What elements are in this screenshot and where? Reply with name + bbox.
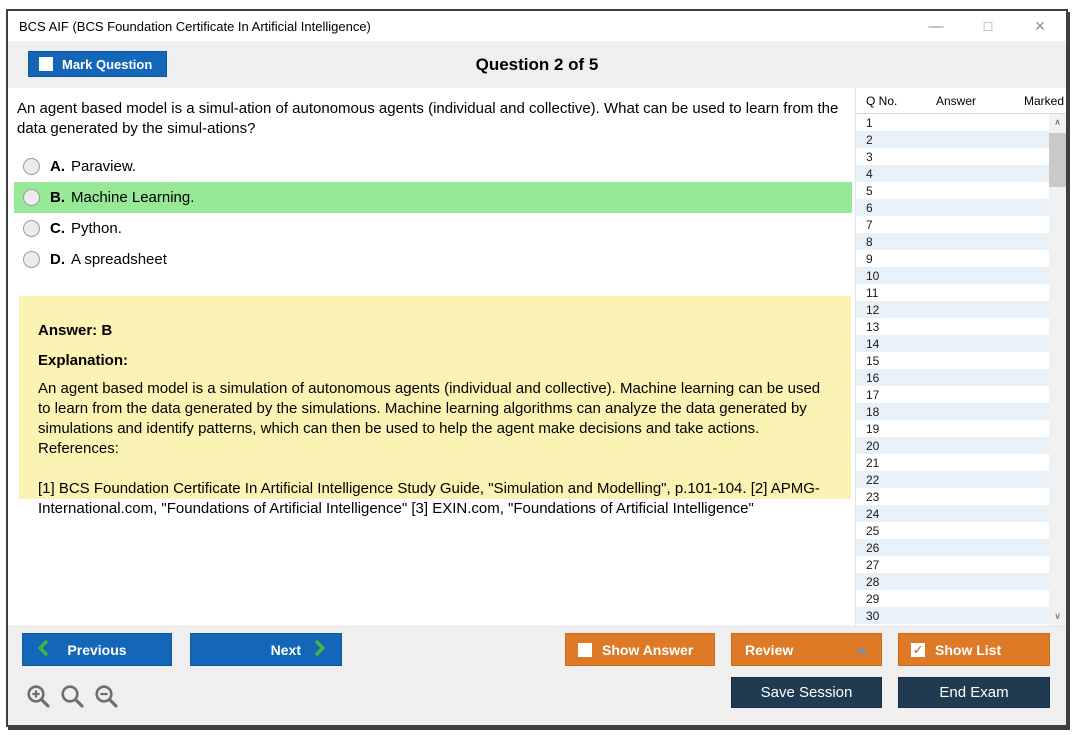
answer-option[interactable] <box>14 213 852 244</box>
radio-button-icon[interactable] <box>23 220 40 237</box>
question-list-row[interactable] <box>856 131 1049 148</box>
question-list-row[interactable] <box>856 607 1049 624</box>
row-qno: 12 <box>866 302 880 317</box>
previous-button[interactable] <box>22 633 172 666</box>
option-letter: D. <box>50 251 65 268</box>
show-answer-button[interactable] <box>565 633 715 666</box>
row-qno: 18 <box>866 404 880 419</box>
header-strip <box>8 41 1066 88</box>
question-list-row[interactable] <box>856 522 1049 539</box>
row-qno: 16 <box>866 370 880 385</box>
row-qno: 11 <box>866 285 879 300</box>
option-letter: A. <box>50 158 65 175</box>
scroll-down-icon[interactable]: ∨ <box>1054 611 1061 621</box>
mark-question-button[interactable] <box>28 51 167 77</box>
row-qno: 21 <box>866 455 880 470</box>
scrollbar-thumb[interactable] <box>1049 133 1066 187</box>
question-panel <box>8 88 855 626</box>
next-label: Next <box>270 641 301 658</box>
bottom-toolbar <box>8 626 1066 725</box>
zoom-out-icon[interactable] <box>93 683 120 710</box>
question-list-row[interactable] <box>856 216 1049 233</box>
question-list-row[interactable] <box>856 437 1049 454</box>
explanation-label: Explanation: <box>38 352 129 369</box>
row-qno: 24 <box>866 506 880 521</box>
column-header-marked: Marked <box>1024 93 1065 108</box>
mark-question-checkbox-icon[interactable] <box>39 57 53 71</box>
title-bar <box>8 11 1066 41</box>
question-list-body <box>856 114 1049 626</box>
show-answer-label: Show Answer <box>602 641 694 658</box>
question-list-header <box>856 88 1066 114</box>
review-label: Review <box>745 641 794 658</box>
show-list-button[interactable] <box>898 633 1050 666</box>
row-qno: 3 <box>866 149 873 164</box>
answer-option[interactable] <box>14 182 852 213</box>
row-qno: 9 <box>866 251 873 266</box>
row-qno: 6 <box>866 200 873 215</box>
answer-option[interactable] <box>14 151 852 182</box>
zoom-in-icon[interactable] <box>25 683 52 710</box>
row-qno: 10 <box>866 268 880 283</box>
row-qno: 8 <box>866 234 873 249</box>
show-list-checkbox-icon[interactable] <box>911 643 925 657</box>
column-header-qno: Q No. <box>866 93 898 108</box>
review-dropdown[interactable] <box>731 633 882 666</box>
question-list-row[interactable] <box>856 420 1049 437</box>
row-qno: 22 <box>866 472 880 487</box>
option-text: Machine Learning. <box>71 189 195 206</box>
scroll-up-icon[interactable]: ∧ <box>1054 117 1061 127</box>
radio-button-icon[interactable] <box>23 158 40 175</box>
column-header-answer: Answer <box>936 93 977 108</box>
answer-explanation-panel <box>19 296 851 517</box>
row-qno: 19 <box>866 421 880 436</box>
minimize-icon[interactable]: — <box>928 17 944 35</box>
question-counter: Question 2 of 5 <box>475 54 599 74</box>
row-qno: 17 <box>866 387 880 402</box>
option-text: Python. <box>71 220 122 237</box>
row-qno: 15 <box>866 353 880 368</box>
references-text: [1] BCS Foundation Certificate In Artificial Intelligence Study Guide, "Simulation and Modelling", p.101-104. [2] APMG-International.com, "Foundations of Artificial Intelligence" [3] EXIN.com, "Foundations of Artificial Intelligence" <box>38 480 820 517</box>
question-list-row[interactable] <box>856 267 1049 284</box>
option-letter: B. <box>50 189 65 206</box>
option-text: A spreadsheet <box>71 251 167 268</box>
question-list-row[interactable] <box>856 148 1049 165</box>
question-list-row[interactable] <box>856 471 1049 488</box>
row-qno: 20 <box>866 438 880 453</box>
option-letter: C. <box>50 220 65 237</box>
question-list <box>856 114 1066 626</box>
row-qno: 2 <box>866 132 873 147</box>
radio-button-icon[interactable] <box>23 251 40 268</box>
question-list-row[interactable] <box>856 505 1049 522</box>
answer-option[interactable] <box>14 244 852 275</box>
row-qno: 14 <box>866 336 880 351</box>
previous-label: Previous <box>67 641 127 658</box>
end-exam-label: End Exam <box>939 684 1009 701</box>
question-list-row[interactable] <box>856 352 1049 369</box>
question-list-row[interactable] <box>856 318 1049 335</box>
zoom-reset-icon[interactable] <box>59 683 86 710</box>
question-text: An agent based model is a simul-ation of autonomous agents (individual and collective). What can be used to learn from the data generated by the simul-ations? <box>17 100 839 137</box>
mark-question-label: Mark Question <box>62 56 153 72</box>
radio-button-icon[interactable] <box>23 189 40 206</box>
question-list-row[interactable] <box>856 233 1049 250</box>
row-qno: 29 <box>866 591 880 606</box>
question-list-row[interactable] <box>856 182 1049 199</box>
question-list-row[interactable] <box>856 250 1049 267</box>
question-list-row[interactable] <box>856 454 1049 471</box>
answer-label: Answer: B <box>38 322 113 339</box>
save-session-button[interactable] <box>731 677 882 708</box>
row-qno: 30 <box>866 608 880 623</box>
show-answer-checkbox-icon[interactable] <box>578 643 592 657</box>
row-qno: 4 <box>866 166 873 181</box>
question-list-row[interactable] <box>856 539 1049 556</box>
question-list-scrollbar[interactable] <box>1049 114 1066 626</box>
option-text: Paraview. <box>71 158 137 175</box>
question-list-row[interactable] <box>856 199 1049 216</box>
question-list-row[interactable] <box>856 165 1049 182</box>
question-list-row[interactable] <box>856 403 1049 420</box>
question-list-row[interactable] <box>856 335 1049 352</box>
next-button[interactable] <box>190 633 342 666</box>
question-list-sidebar <box>855 88 1066 626</box>
maximize-icon[interactable]: □ <box>983 18 993 34</box>
exam-window <box>6 9 1068 727</box>
question-list-row[interactable] <box>856 369 1049 386</box>
row-qno: 23 <box>866 489 880 504</box>
question-list-row[interactable] <box>856 590 1049 607</box>
close-icon[interactable]: × <box>1034 15 1046 36</box>
question-list-row[interactable] <box>856 573 1049 590</box>
checkmark-icon: ✓ <box>912 642 924 657</box>
row-qno: 5 <box>866 183 873 198</box>
row-qno: 7 <box>866 217 873 232</box>
show-list-label: Show List <box>935 641 1002 658</box>
question-list-row[interactable] <box>856 114 1049 131</box>
window-controls <box>910 11 1066 41</box>
options-list <box>8 151 855 275</box>
main-area <box>8 88 1066 626</box>
row-qno: 1 <box>866 115 873 130</box>
row-qno: 27 <box>866 557 880 572</box>
question-list-row[interactable] <box>856 386 1049 403</box>
explanation-text: An agent based model is a simulation of autonomous agents (individual and collective). Machine learning can be used to learn from the data generated by the simulations. Machine learning algorithms can analyze the data generated by simulations and identify patterns, which can then be used to help the agent make decisions and take actions. References: <box>38 380 821 457</box>
row-qno: 28 <box>866 574 880 589</box>
window-title: BCS AIF (BCS Foundation Certificate In Artificial Intelligence) <box>19 18 371 34</box>
question-list-row[interactable] <box>856 284 1049 301</box>
save-session-label: Save Session <box>760 684 853 701</box>
zoom-tools <box>25 683 120 710</box>
row-qno: 26 <box>866 540 880 555</box>
end-exam-button[interactable] <box>898 677 1050 708</box>
row-qno: 13 <box>866 319 880 334</box>
question-list-row[interactable] <box>856 301 1049 318</box>
dropdown-arrow-up-icon <box>856 646 868 654</box>
question-list-row[interactable] <box>856 488 1049 505</box>
row-qno: 25 <box>866 523 880 538</box>
question-list-row[interactable] <box>856 556 1049 573</box>
chevron-left-icon <box>36 640 49 659</box>
chevron-right-icon <box>314 640 327 659</box>
